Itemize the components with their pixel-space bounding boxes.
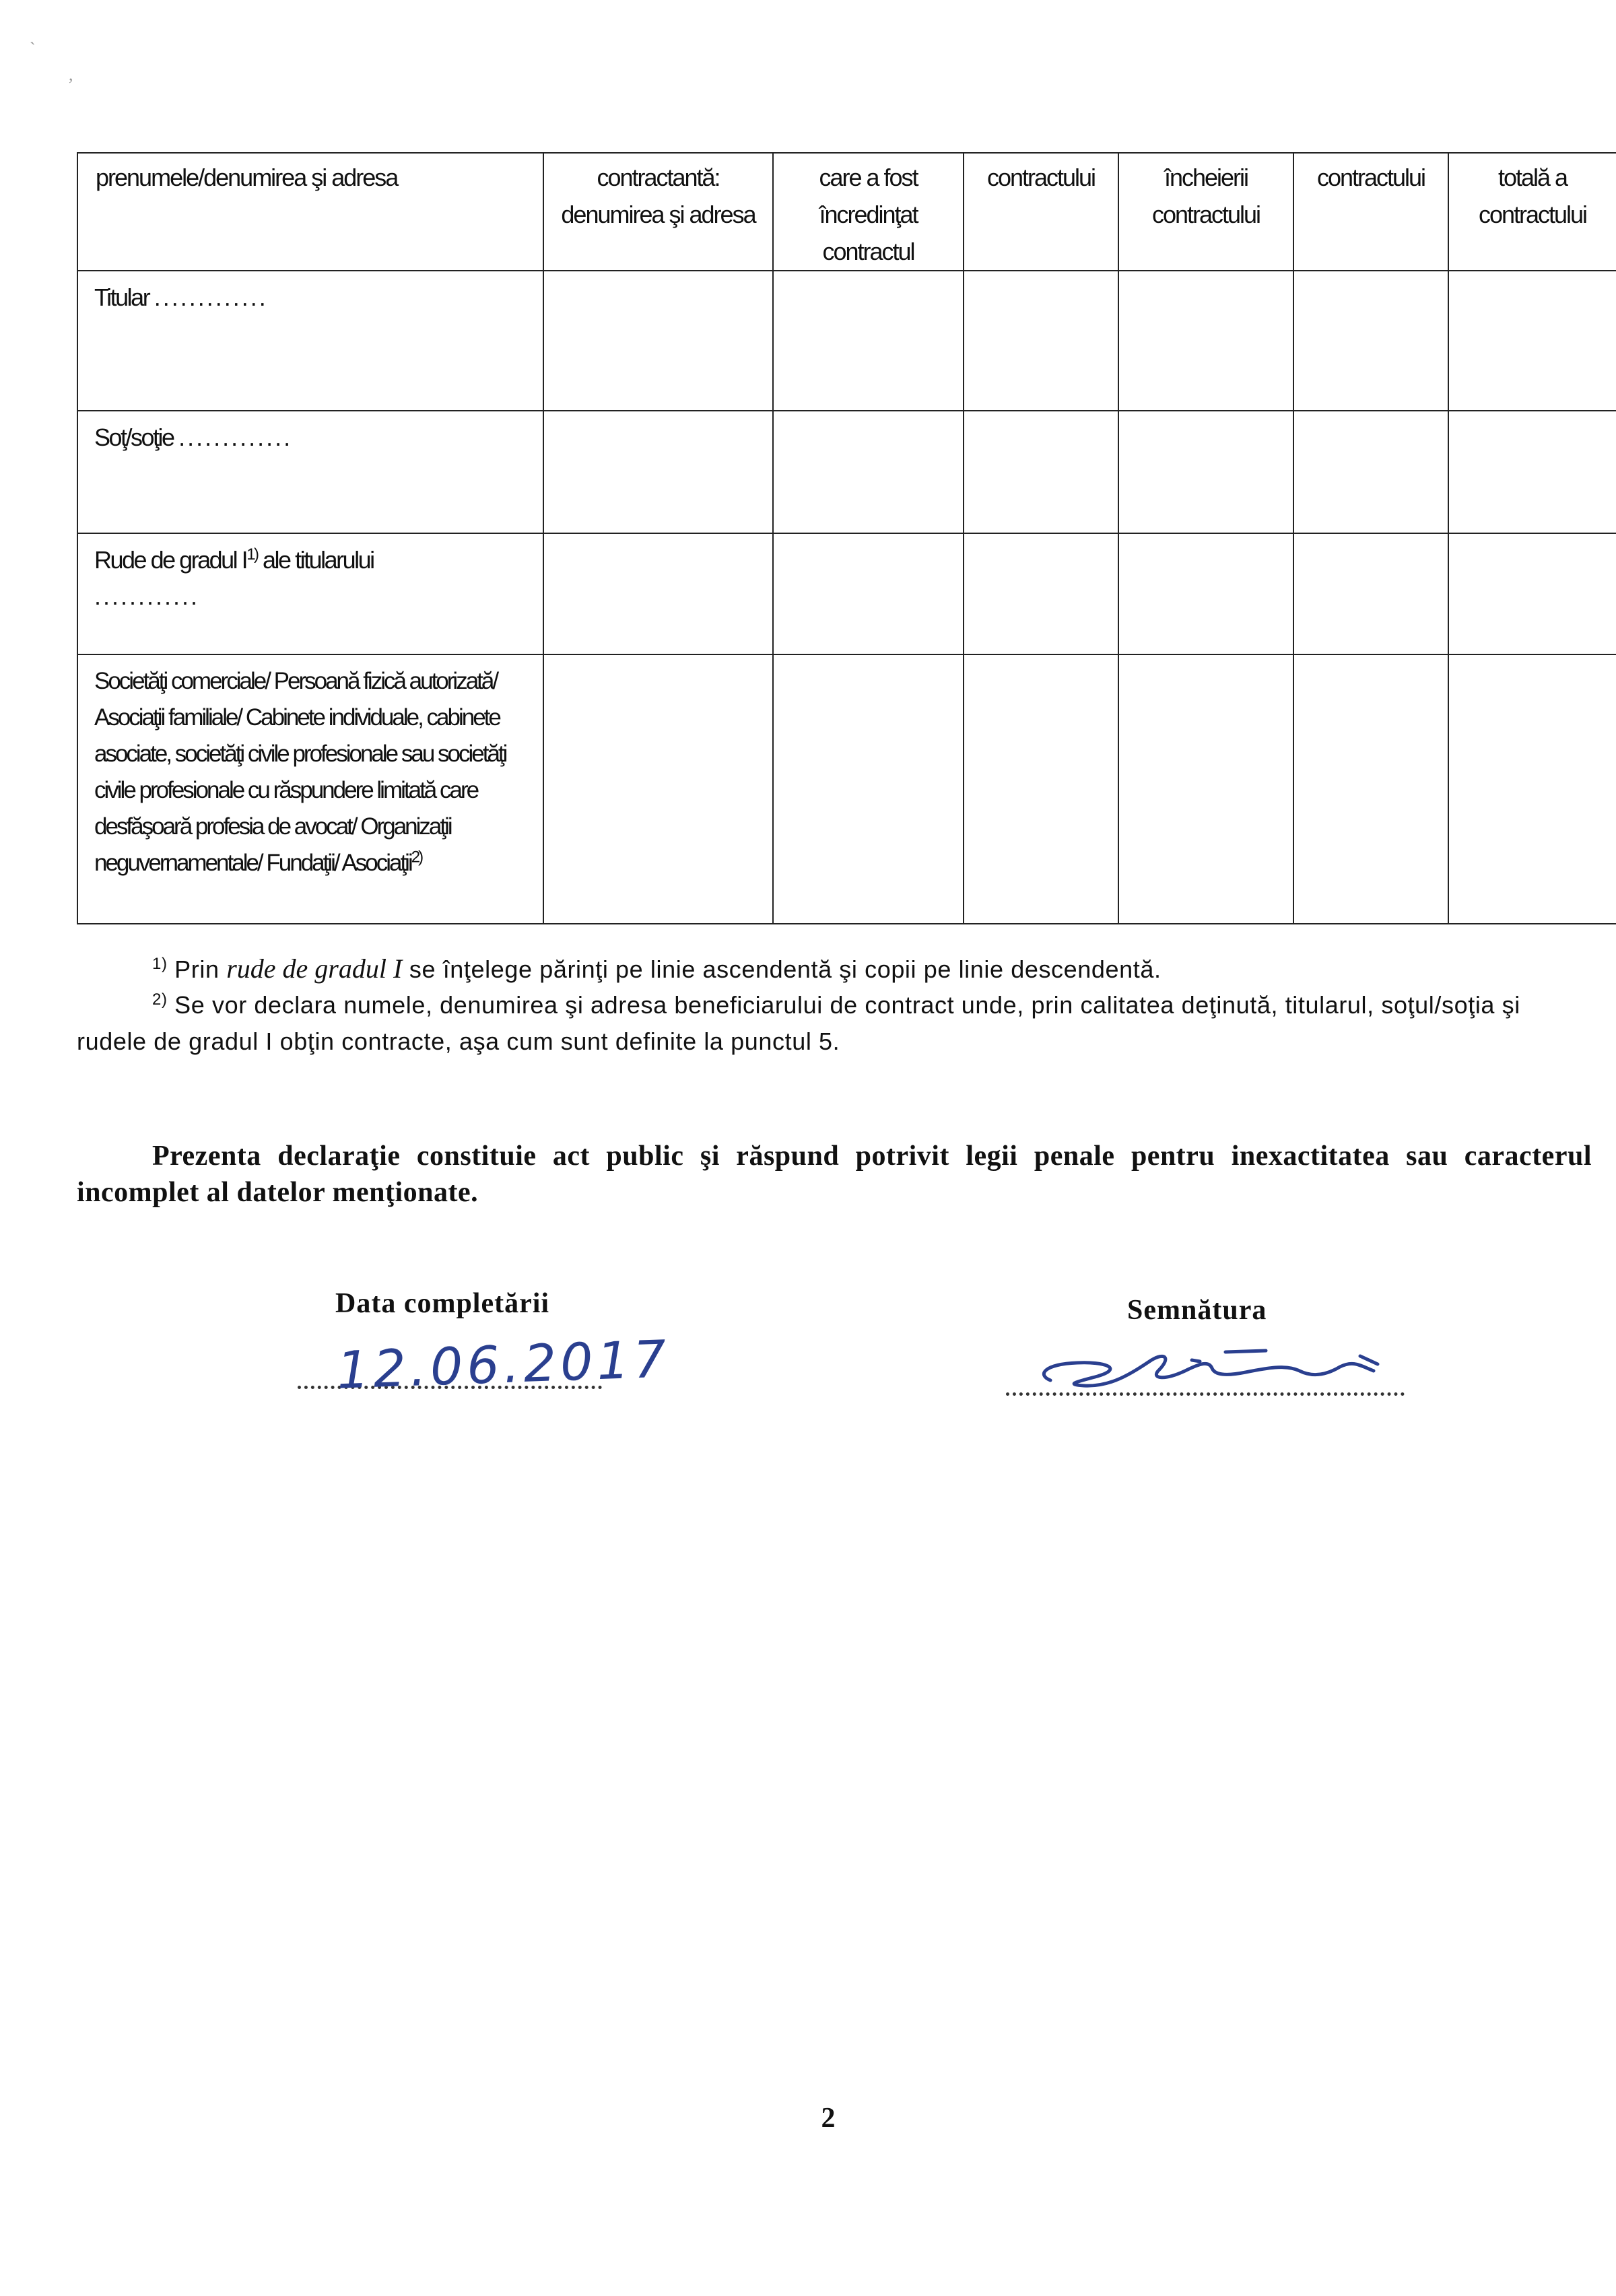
table-cell xyxy=(964,654,1118,924)
row-label-rude xyxy=(77,533,543,654)
scan-mark: ` xyxy=(30,39,36,59)
table-cell xyxy=(773,271,964,411)
handwritten-signature xyxy=(1023,1333,1401,1407)
declaration-statement xyxy=(77,1138,1592,1211)
table-cell xyxy=(1293,271,1448,411)
footnote-2 xyxy=(77,987,1592,1060)
footnote-1 xyxy=(77,951,1592,988)
declaration-text: Prezenta declaraţie constituie act public şi răspund potrivit legii penale pentru inexactitatea sau caracterul incomplet al datelor menţionate. xyxy=(77,1141,1592,1208)
table-cell xyxy=(773,654,964,924)
table-row xyxy=(77,411,1616,533)
table-cell xyxy=(1293,654,1448,924)
row-label-dots: ............ xyxy=(94,582,200,610)
row-label-text: Societăţi comerciale/ Persoană fizică autorizată/ Asociaţii familiale/ Cabinete individuale, cabinete asociate, societăţi civile profesionale sau societăţi civile profesionale cu răspundere limitată care desfăşoară profesia de avocat/ Organizaţii neguvernamentale/ Fundaţii/ Asociaţii xyxy=(94,668,506,876)
table-row xyxy=(77,271,1616,411)
table-header-cell: încheierii contractului xyxy=(1118,153,1293,271)
table-cell xyxy=(1293,411,1448,533)
row-label-text: ale titularului xyxy=(257,546,374,574)
row-label-societati xyxy=(77,654,543,924)
footnote-text: Prin xyxy=(174,955,227,983)
table-cell xyxy=(1448,654,1616,924)
date-label: Data completării xyxy=(335,1288,550,1319)
table-cell xyxy=(543,271,773,411)
handwritten-date: 12.06.2017 xyxy=(335,1328,671,1400)
row-label-text: Soţ/soţie xyxy=(94,424,174,451)
table-cell xyxy=(543,533,773,654)
footnote-marker: 1) xyxy=(152,955,168,973)
table-header-cell: contractului xyxy=(964,153,1118,271)
footnote-text: Se vor declara numele, denumirea şi adresa beneficiarului de contract unde, prin calitatea deţinută, titularul, soţul/soţia şi rudele de gradul I obţin contracte, aşa cum sunt definite la punctul 5. xyxy=(77,991,1520,1055)
table-cell xyxy=(1448,411,1616,533)
footnote-ref: 1) xyxy=(246,545,258,564)
footnote-emphasis: rude de gradul I xyxy=(226,953,403,984)
row-label-dots: ............. xyxy=(178,424,293,451)
table-header-cell: prenumele/denumirea şi adresa xyxy=(77,153,543,271)
table-row xyxy=(77,654,1616,924)
table-header-cell: contractului xyxy=(1293,153,1448,271)
table-header-cell: totală a contractului xyxy=(1448,153,1616,271)
table-cell xyxy=(773,411,964,533)
signature-label: Semnătura xyxy=(1127,1295,1267,1326)
row-label-text: Rude de gradul I xyxy=(94,546,247,574)
row-label-titular xyxy=(77,271,543,411)
table-header-cell: care a fost încredinţat contractul xyxy=(773,153,964,271)
table-cell xyxy=(1118,654,1293,924)
row-label-sot-sotie xyxy=(77,411,543,533)
table-header-row xyxy=(77,153,1616,271)
table-cell xyxy=(1118,411,1293,533)
footnote-marker: 2) xyxy=(152,990,168,1009)
table-cell xyxy=(543,654,773,924)
table-cell xyxy=(1448,533,1616,654)
table-cell xyxy=(1293,533,1448,654)
row-label-dots: ............. xyxy=(154,283,268,311)
page-number: 2 xyxy=(821,2103,836,2134)
row-label-text: Titular xyxy=(94,283,149,311)
table-cell xyxy=(543,411,773,533)
table-cell xyxy=(1118,533,1293,654)
table-cell xyxy=(964,533,1118,654)
table-header-cell: contractantă: denumirea şi adresa xyxy=(543,153,773,271)
table-row xyxy=(77,533,1616,654)
footnote-ref: 2) xyxy=(411,848,422,867)
table-cell xyxy=(964,271,1118,411)
scan-mark: , xyxy=(69,65,73,84)
footnote-text: se înţelege părinţi pe linie ascendentă şi copii pe linie descendentă. xyxy=(402,955,1162,983)
table-cell xyxy=(964,411,1118,533)
table-cell xyxy=(1448,271,1616,411)
declaration-table xyxy=(77,152,1616,924)
table-cell xyxy=(773,533,964,654)
table-cell xyxy=(1118,271,1293,411)
